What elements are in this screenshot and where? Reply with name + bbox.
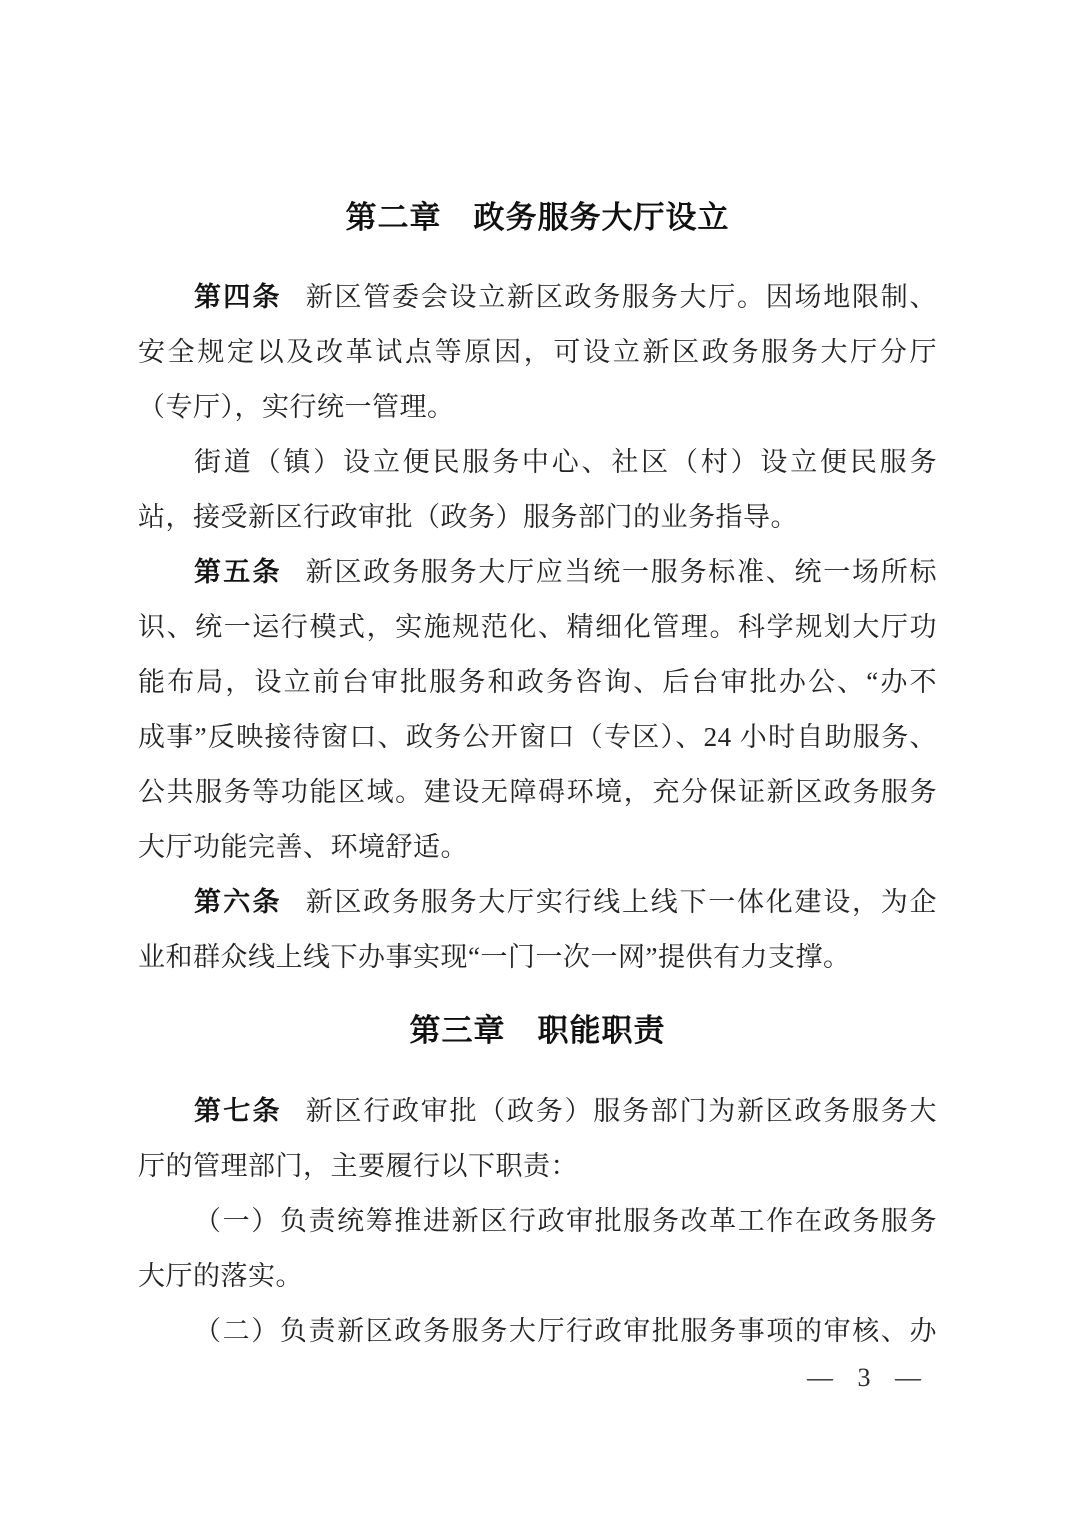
paragraph-article-6 [138, 875, 937, 985]
paragraph-duty-item-2 [138, 1304, 937, 1359]
paragraph-duty-item-1 [138, 1194, 937, 1304]
text-line: 业和群众线上线下办事实现“一门一次一网”提供有力支撑。 [138, 942, 851, 972]
text-line: （一）负责统筹推进新区行政审批服务改革工作在政务服务 [194, 1206, 937, 1236]
text-line [138, 1084, 937, 1139]
text-line: 安全规定以及改革试点等原因，可设立新区政务服务大厅分厅 [138, 337, 937, 367]
text-line-content: 新区行政审批（政务）服务部门为新区政务服务大 [305, 1096, 937, 1126]
chapter-2-heading: 第二章 政务服务大厅设立 [345, 200, 730, 235]
text-line: 能布局，设立前台审批服务和政务咨询、后台审批办公、“办不 [138, 667, 937, 697]
text-line: 大厅功能完善、环境舒适。 [138, 832, 468, 862]
text-line-content: 新区政务服务大厅应当统一服务标准、统一场所标 [305, 557, 937, 587]
text-line: 街道（镇）设立便民服务中心、社区（村）设立便民服务 [194, 447, 937, 477]
text-line: 成事”反映接待窗口、政务公开窗口（专区）、24 小时自助服务、 [138, 722, 937, 752]
chapter-3-heading: 第三章 职能职责 [409, 1013, 666, 1048]
article-4-label: 第四条 [194, 282, 282, 312]
text-line [138, 875, 937, 930]
text-line: 公共服务等功能区域。建设无障碍环境，充分保证新区政务服务 [138, 777, 937, 807]
article-7-label: 第七条 [194, 1096, 282, 1126]
article-5-label: 第五条 [194, 557, 282, 587]
text-line [138, 270, 937, 325]
paragraph-article-5 [138, 545, 937, 875]
text-line: 站，接受新区行政审批（政务）服务部门的业务指导。 [138, 502, 798, 532]
text-line: 厅的管理部门，主要履行以下职责： [138, 1151, 578, 1181]
paragraph-article-7 [138, 1084, 937, 1194]
text-line: （专厅），实行统一管理。 [138, 392, 455, 422]
text-line: 识、统一运行模式，实施规范化、精细化管理。科学规划大厅功 [138, 612, 937, 642]
article-6-label: 第六条 [194, 887, 282, 917]
text-line: （二）负责新区政务服务大厅行政审批服务事项的审核、办 [194, 1316, 937, 1346]
paragraph-article-4 [138, 270, 937, 435]
text-line-content: 新区管委会设立新区政务服务大厅。因场地限制、 [305, 282, 937, 312]
text-line-content: 新区政务服务大厅实行线上线下一体化建设，为企 [305, 887, 937, 917]
text-line [138, 545, 937, 600]
text-line: 大厅的落实。 [138, 1261, 303, 1291]
page-number: — 3 — [807, 1363, 923, 1392]
paragraph-street-centers [138, 435, 937, 545]
